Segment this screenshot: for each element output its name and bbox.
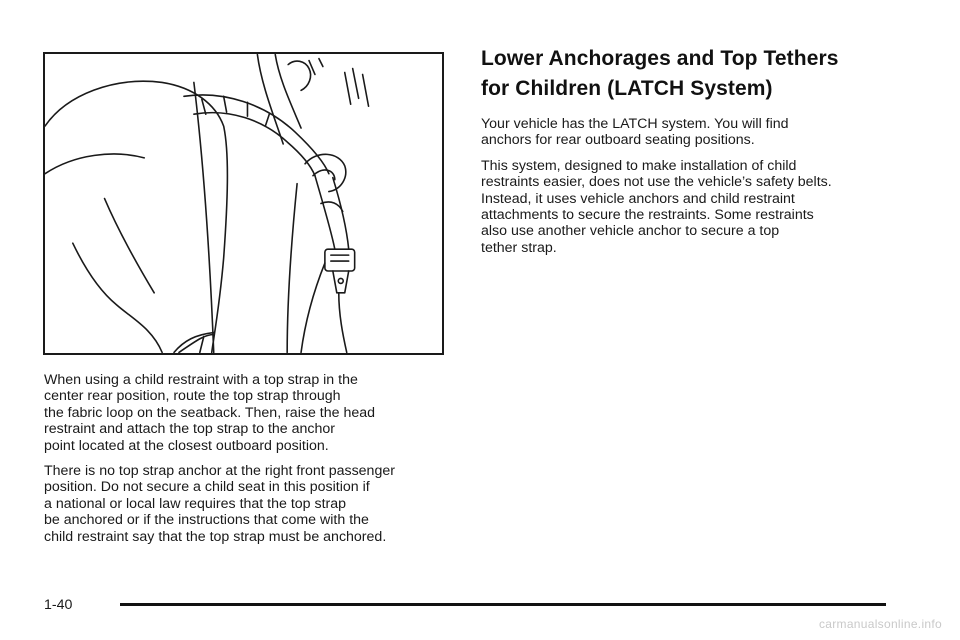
latch-description-paragraph <box>481 158 901 256</box>
text-line: attachments to secure the restraints. Some restraints <box>481 207 814 224</box>
text-line: point located at the closest outboard position. <box>44 437 329 454</box>
text-line: restraint and attach the top strap to the anchor <box>44 421 336 438</box>
text-line: Your vehicle has the LATCH system. You will find <box>481 116 789 132</box>
text-line: When using a child restraint with a top strap in the <box>44 372 358 388</box>
figure-caption-paragraph <box>44 372 454 454</box>
text-line: child restraint say that the top strap must be anchored. <box>44 528 387 545</box>
text-line: tether strap. <box>481 239 557 256</box>
page-number: 1-40 <box>44 597 73 613</box>
left-column-text <box>44 372 454 554</box>
heading-line-1: Lower Anchorages and Top Tethers <box>481 47 839 70</box>
text-line: position. Do not secure a child seat in this position if <box>44 479 370 496</box>
text-line: Instead, it uses vehicle anchors and child restraint <box>481 190 795 207</box>
seatback-top-strap-icon <box>45 54 442 353</box>
text-line: center rear position, route the top strap through <box>44 388 341 405</box>
text-line: This system, designed to make installation of child <box>481 157 797 174</box>
text-line: restraints easier, does not use the vehicle’s safety belts. <box>481 174 832 191</box>
front-passenger-paragraph <box>44 463 454 545</box>
text-line: a national or local law requires that the top strap <box>44 495 347 512</box>
footer-divider <box>120 603 886 606</box>
right-column-text <box>481 44 901 265</box>
seatback-top-strap-figure <box>43 52 444 355</box>
text-line: the fabric loop on the seatback. Then, raise the head <box>44 404 376 421</box>
text-line: There is no top strap anchor at the right front passenger <box>44 463 395 480</box>
text-line: be anchored or if the instructions that come with the <box>44 512 369 529</box>
section-heading <box>481 44 901 104</box>
text-line: anchors for rear outboard seating positions. <box>481 132 755 149</box>
watermark: carmanualsonline.info <box>818 617 942 631</box>
text-line: also use another vehicle anchor to secure a top <box>481 223 780 240</box>
heading-line-2: for Children (LATCH System) <box>481 77 773 100</box>
latch-intro-paragraph <box>481 116 901 149</box>
